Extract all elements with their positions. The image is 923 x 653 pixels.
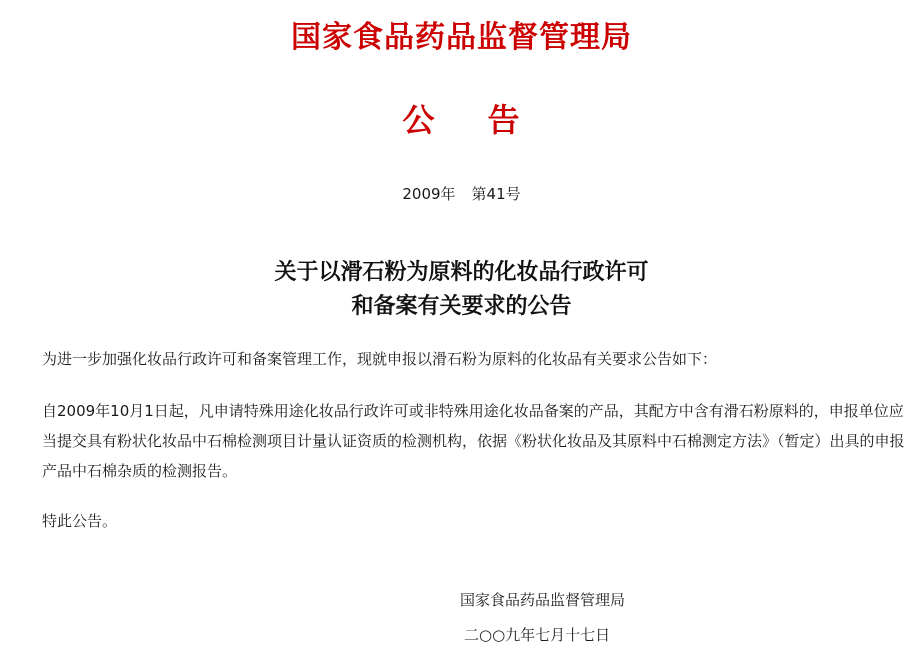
notice-heading-left: 公 [402, 101, 436, 139]
document-title-line-2: 和备案有关要求的公告 [351, 294, 572, 319]
agency-header: 国家食品药品监督管理局 [291, 20, 632, 55]
document-number [0, 183, 923, 205]
document-year: 2009年 [402, 185, 456, 203]
document-issue-number: 第41号 [471, 185, 521, 203]
document-title-line-1: 关于以滑石粉为原料的化妆品行政许可 [274, 260, 649, 285]
notice-heading-right: 告 [487, 101, 521, 139]
closing-paragraph: 特此公告。 [42, 512, 118, 530]
main-paragraph: 自2009年10月1日起，凡申请特殊用途化妆品行政许可或非特殊用途化妆品备案的产品，其配方中含有滑石粉原料的，申报单位应当提交具有粉状化妆品中石棉检测项目计量认证资质的检测机构，依据《粉状化妆品及其原料中石棉测定方法》（暂定）出具的申报产品中石棉杂质的检测报告。 [42, 402, 905, 480]
signature-organization: 国家食品药品监督管理局 [460, 591, 626, 609]
notice-heading [0, 98, 923, 142]
document-title [0, 256, 923, 324]
signature-date: 二○○九年七月十七日 [464, 626, 611, 644]
intro-paragraph: 为进一步加强化妆品行政许可和备案管理工作，现就申报以滑石粉为原料的化妆品有关要求公告如下： [42, 350, 718, 368]
